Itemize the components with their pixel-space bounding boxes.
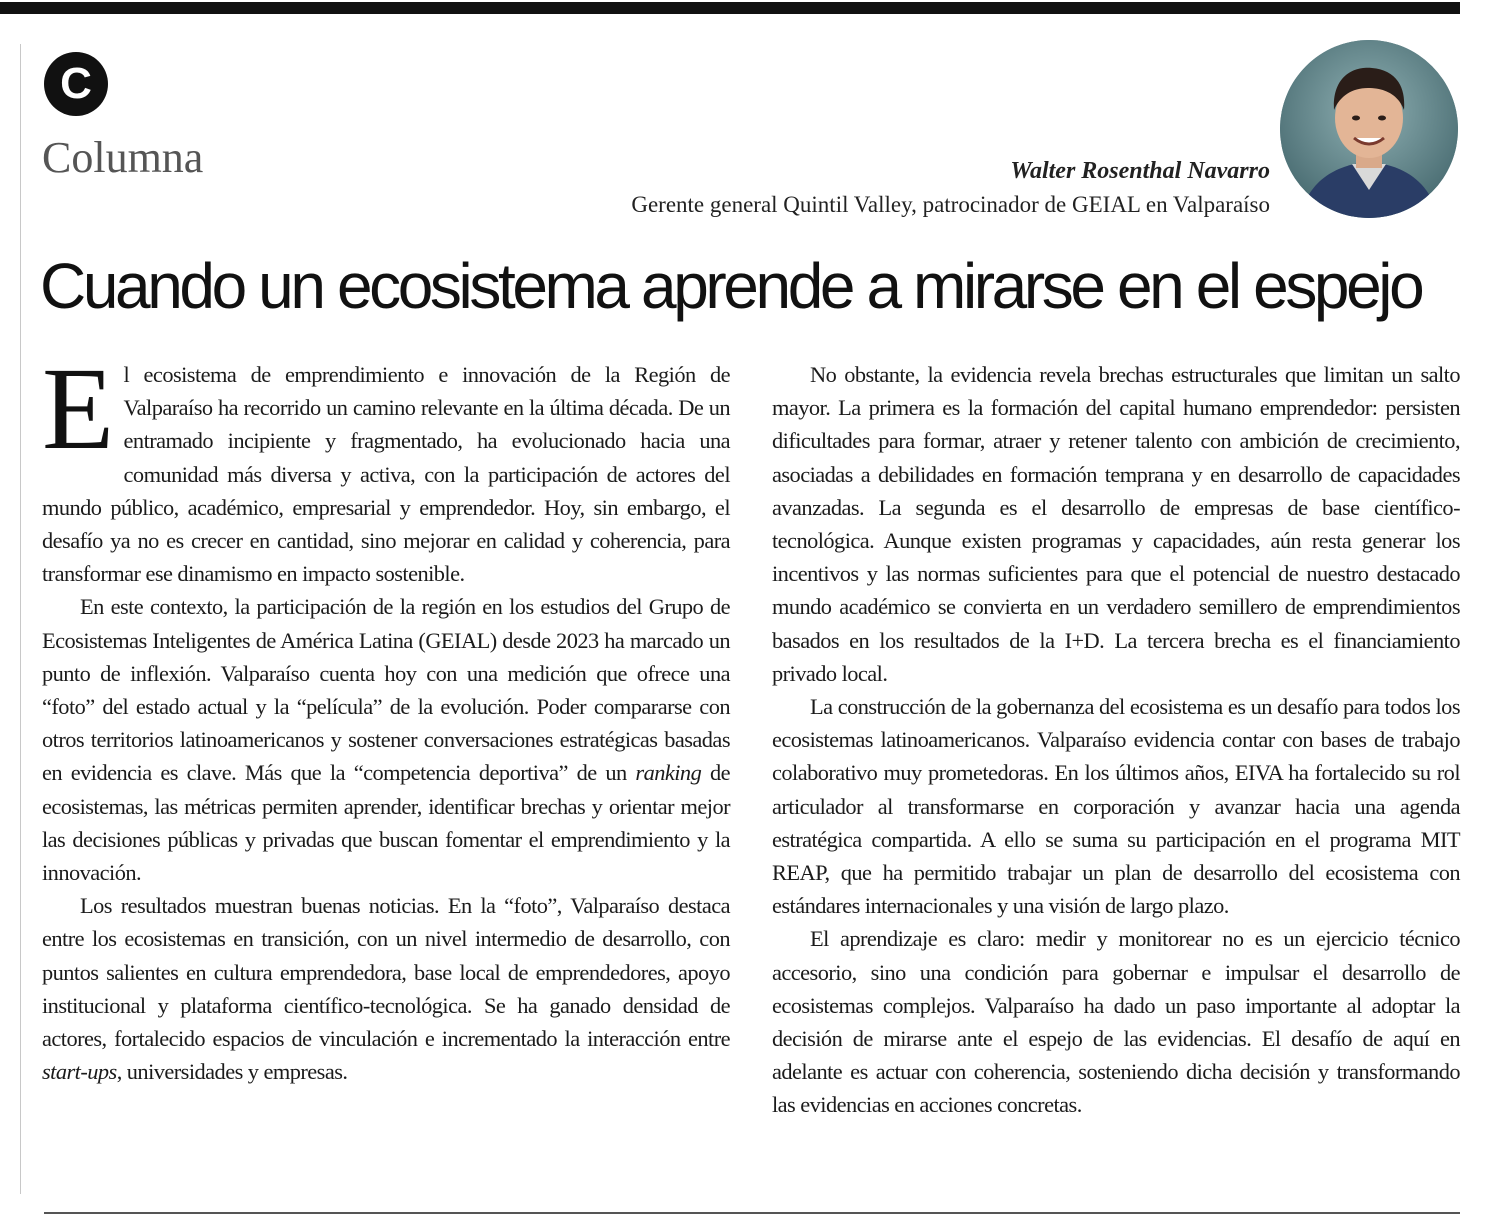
article-column-left <box>42 343 730 1088</box>
italic-term: ranking <box>635 760 702 786</box>
paragraph-text: En este contexto, la participación de la región en los estudios del Grupo de Ecosistemas Inteligentes de América Latina (GEIAL) desde 2023 ha marcado un punto de inflexión. Valparaíso cuenta hoy con una medición que ofrece una “foto” del estado actual y la “película” de la evolución. Poder compararse con otros territorios latinoamericanos y sostener conversaciones estratégicas basadas en evidencia es clave. Más que la “competencia deportiva” de un <box>42 594 730 786</box>
paragraph: El aprendizaje es claro: medir y monitorear no es un ejercicio técnico accesorio, sino una condición para gobernar e impulsar el desarrollo de ecosistemas complejos. Valparaíso ha dado un paso importante al adoptar la decisión de mirarse ante el espejo de las evidencias. El desafío de aquí en adelante es actuar con coherencia, sosteniendo dicha decisión y transformando las evidencias en acciones concretas. <box>772 926 1460 1118</box>
italic-term: start-ups <box>42 1059 117 1085</box>
paragraph-text: de ecosistemas, las métricas permiten aprender, identificar brechas y orientar mejor las decisiones públicas y privadas que buscan fomentar el emprendimiento y la innovación. <box>42 760 730 886</box>
paragraph <box>42 590 730 889</box>
paragraph: No obstante, la evidencia revela brechas estructurales que limitan un salto mayor. La primera es la formación del capital humano emprendedor: persisten dificultades para formar, atraer y retener talento con ambición de crecimiento, asociadas a debilidades en formación temprana y en desarrollo de capacidades avanzadas. La segunda es el desarrollo de empresas de base científico-tecnológica. Aunque existen programas y capacidades, aún resta generar los incentivos y las normas suficientes para que el potencial de nuestro destacado mundo académico se convierta en un verdadero semillero de emprendimientos basados en los resultados de la I+D. La tercera brecha es el financiamiento privado local. <box>772 362 1460 686</box>
article-body <box>42 343 1460 1194</box>
paragraph <box>42 343 730 590</box>
author-photo <box>1280 40 1458 218</box>
paragraph: La construcción de la gobernanza del ecosistema es un desafío para todos los ecosistemas latinoamericanos. Valparaíso evidencia contar con bases de trabajo colaborativo muy prometedoras. En los últimos años, EIVA ha fortalecido su rol articulador al transformarse en corporación y avanzar hacia una agenda estratégica compartida. A ello se suma su participación en el programa MIT REAP, que ha permitido trabajar un plan de desarrollo del ecosistema con estándares internacionales y una visión de largo plazo. <box>772 694 1460 919</box>
section-badge: C <box>44 52 108 116</box>
bottom-rule <box>44 1212 1460 1214</box>
left-margin-rule <box>20 44 21 1194</box>
author-portrait-illustration <box>1280 40 1458 218</box>
article-column-right <box>772 358 1460 1122</box>
author-role: Gerente general Quintil Valley, patrocinador de GEIAL en Valparaíso <box>631 192 1270 217</box>
paragraph-text: , universidades y empresas. <box>116 1059 348 1085</box>
paragraph-text: Los resultados muestran buenas noticias. En la “foto”, Valparaíso destaca entre los ecosistemas en transición, con un nivel intermedio de desarrollo, con puntos salientes en cultura emprendedora, base local de emprendedores, apoyo institucional y plataforma científico-tecnológica. Se ha ganado densidad de actores, fortalecido espacios de vinculación e incrementado la interacción entre <box>42 893 730 1052</box>
headline: Cuando un ecosistema aprende a mirarse en el espejo <box>40 250 1422 322</box>
drop-cap: E <box>42 343 114 474</box>
top-rule <box>0 2 1460 14</box>
section-label: Columna <box>42 133 204 182</box>
author-name: Walter Rosenthal Navarro <box>1010 158 1270 184</box>
paragraph-text: l ecosistema de emprendimiento e innovación de la Región de Valparaíso ha recorrido un camino relevante en la última década. De un entramado incipiente y fragmentado, ha evolucionado hacia una comunidad más diversa y activa, con la participación de actores del mundo público, académico, empresarial y emprendedor. Hoy, sin embargo, el desafío ya no es crecer en cantidad, sino mejorar en calidad y coherencia, para transformar ese dinamismo en impacto sostenible. <box>42 362 730 587</box>
paragraph <box>42 889 730 1088</box>
